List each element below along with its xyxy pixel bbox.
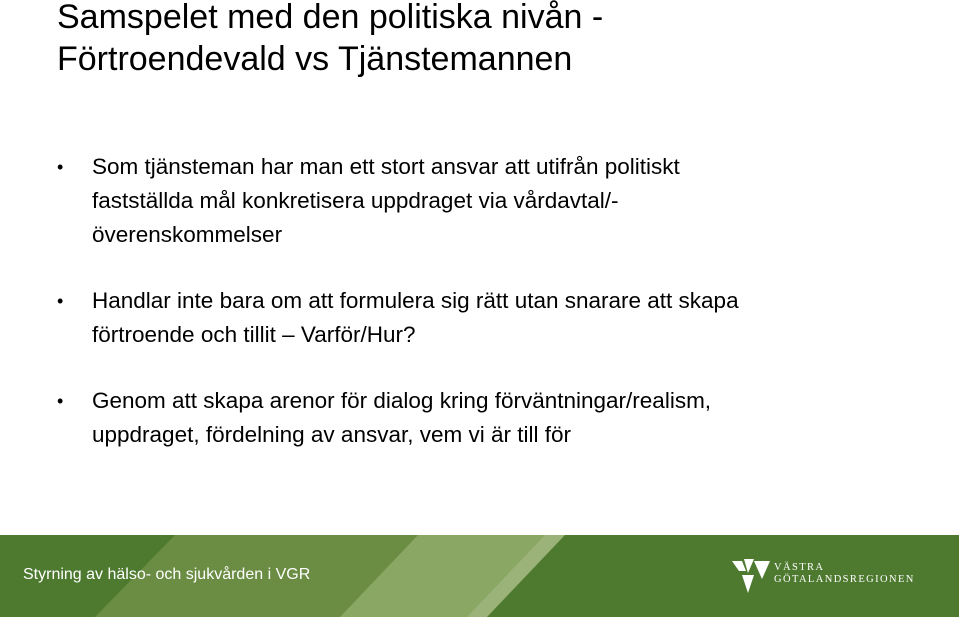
- bullet-item: [57, 150, 937, 252]
- bullet-line: • Genom att skapa arenor för dialog kring förväntningar/realism,: [92, 388, 712, 413]
- bullet-line: förtroende och tillit – Varför/Hur?: [92, 322, 416, 347]
- footer-bar: [0, 535, 959, 617]
- bullet-line: fastställda mål konkretisera uppdraget via vårdavtal/-: [92, 188, 619, 213]
- logo-line: GÖTALANDSREGIONEN: [774, 574, 915, 585]
- bullet-line: överenskommelser: [92, 222, 283, 247]
- slide-title: [57, 0, 937, 80]
- footer-text: Styrning av hälso- och sjukvården i VGR: [23, 566, 311, 583]
- bullet-list: [57, 150, 937, 484]
- bullet-line: • Handlar inte bara om att formulera sig rätt utan snarare att skapa: [92, 288, 739, 313]
- vgr-logo-icon: [730, 557, 772, 595]
- logo-text: [774, 562, 915, 586]
- logo-line: VÄSTRA: [774, 562, 825, 573]
- vgr-logo: [730, 557, 930, 602]
- title-line: Samspelet med den politiska nivån -: [57, 0, 604, 36]
- title-line: Förtroendevald vs Tjänstemannen: [57, 40, 573, 78]
- bullet-item: [57, 284, 937, 352]
- bullet-line: • Som tjänsteman har man ett stort ansvar att utifrån politiskt: [92, 154, 680, 179]
- bullet-item: [57, 384, 937, 452]
- bullet-line: uppdraget, fördelning av ansvar, vem vi är till för: [92, 422, 571, 447]
